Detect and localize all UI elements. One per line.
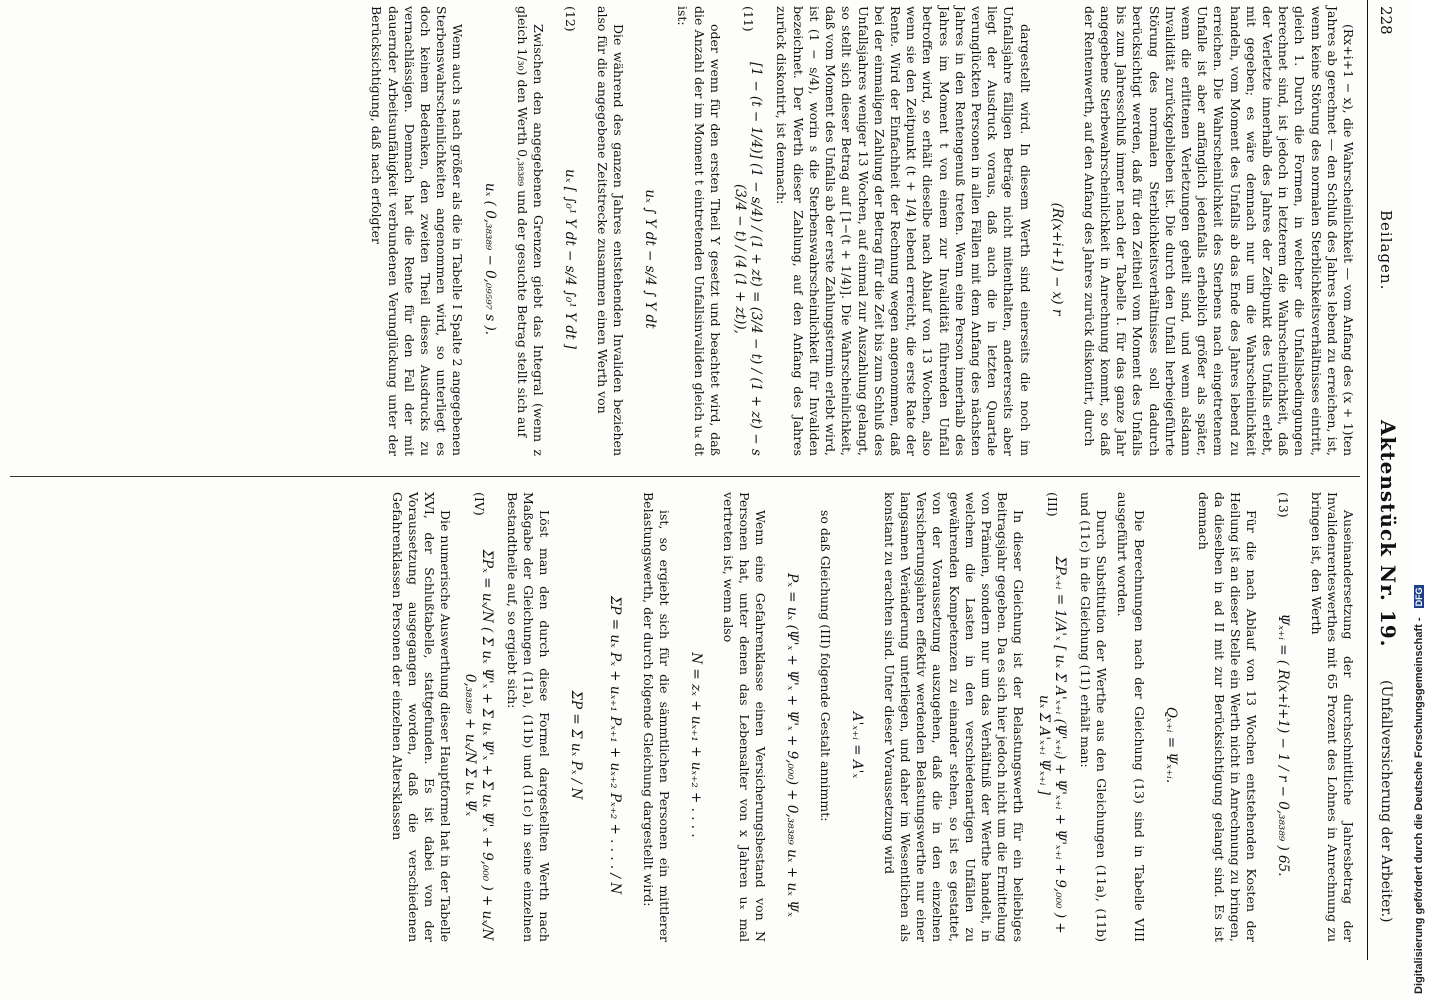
- equation-body: (R(x+i+1) − x) r: [1048, 202, 1065, 316]
- equation: [732, 6, 764, 456]
- equation-label: (11): [741, 6, 757, 32]
- act-number: Aktenstück Nr. 19.: [1376, 420, 1400, 648]
- running-head: Beilagen.: [1377, 210, 1395, 291]
- equation-body: ΣPₓ = uₓ/N ( Σ uₓ Ψ'ₓ + Σ uₓ Ψ'ₓ + Σ uₓ Ψ'ₓ + 9,₀₀₀ ) + uₓ/N 0,₃₈₃₈₉ + uₓ/N Σ uₓ Ψₓ: [462, 549, 495, 941]
- page-header: [1364, 0, 1400, 960]
- equation: [462, 492, 494, 942]
- equation: [1035, 492, 1067, 942]
- right-column: [383, 492, 1356, 942]
- paragraph: Auseinandersetzung der durchschnittliche Jahresbetrag der Invalidenrenteswerthes mit 65 Prozent des Lohnes in Anrechnung zu bringen ist, den Werth: [1308, 492, 1356, 942]
- paragraph: In dieser Gleichung ist der Belastungswerth für ein beliebiges Beitragsjahr gegeben. Da es sich hier jedoch nicht um die Ermittelung von Prämien, sondern nur um das Verhältniß der Werthe handelt, in welchem die Lasten in den verschiedenartigen Unfällen zu gewährenden Kompetenzen zu einander stehen, so ist es gestattet, von der Voraussetzung auszugehen, daß die in den einzelnen Versicherungsjahren effektiv werdenden Belastungswerthe nur einer langsamen Veränderung unterliegen, und daher im Wesentlichen als konstant zu erachten sind. Unter dieser Voraussetzung wird: [881, 492, 1027, 942]
- paragraph: Durch Substitution der Werthe aus den Gleichungen (11a), (11b) und (11c) in die Gleichung (11) erhält man:: [1077, 492, 1110, 942]
- footer-text: Digitalisierung gefördert durch die Deutsche Forschungsgemeinschaft -: [1413, 617, 1425, 994]
- paragraph: oder wenn für den ersten Theil Y gesetzt und beachtet wird, daß die Anzahl der im Moment t eintretenden Unfallsinvaliden gleich uₓ dt ist:: [675, 6, 723, 456]
- paragraph: ist, so ergiebt sich für die sämmtlichen Personen ein mittlerer Belastungswerth, der durch folgende Gleichung dargestellt wird:: [640, 492, 672, 942]
- paragraph: Für die nach Ablauf von 13 Wochen entstehenden Kosten der Heilung ist an dieser Stelle ein Werth nicht in Anrechnung zu bringen, da dieselben in ad II mit zur Berücksichtigung gelangt sind. Es ist demnach: [1195, 492, 1260, 942]
- equation: [555, 6, 585, 456]
- equation: [600, 492, 630, 942]
- equation-body: ΣPₓ₊ᵢ = 1/A'ₓ [ uₓ Σ A'ₓ₊ᵢ (Ψ'ₓ₊ᵢ) + Ψ'ₓ₊ᵢ + Ψ'ₓ₊ᵢ + 9,₀₀₀ ) + uₓ Σ A'ₓ₊ᵢ Ψₓ₊ᵢ ]: [1035, 556, 1068, 934]
- paragraph: Die während des ganzen Jahres entstehenden Invaliden beziehen also für die angegebene Zeitstrecke zusammen einen Werth von: [595, 6, 627, 456]
- equation-label: (IV): [471, 492, 487, 516]
- equation-label: (III): [1044, 492, 1060, 517]
- equation: [681, 492, 711, 942]
- digitization-footer: [1410, 0, 1432, 1000]
- dfg-logo: DFG: [1414, 587, 1424, 607]
- equation-label: (13): [1276, 492, 1292, 518]
- equation-body: ΣP = Σ uₓ Pₓ / N: [568, 690, 585, 800]
- equation: [1156, 492, 1186, 942]
- side-note: (Unfallversicherung der Arbeiter.): [1378, 680, 1394, 923]
- paragraph: Zwischen den angegebenen Grenzen giebt das Integral (wenn z gleich 1/₃₀) den Werth 0,₃₈₃₈₉ und der gesuchte Betrag stellt sich auf: [514, 6, 546, 456]
- equation-label: (12): [562, 6, 578, 32]
- equation: [1042, 6, 1072, 456]
- equation-body: Qₓ₊ᵢ = Ψₓ₊ᵢ.: [1162, 706, 1179, 784]
- equation-body: A'ₓ₊ᵢ = A'ₓ: [848, 711, 865, 779]
- paragraph: (Rx+i+1 − x), die Wahrscheinlichkeit — vom Anfang des (x + 1)ten Jahres ab gerechnet — den Schluß des Jahres lebend zu erreichen, ist, wenn keine Störung des normalen Sterblichkeitsverhältnisses eintritt, gleich 1. Durch die Formen, in welcher die Unfallsbedingungen berechnet sind, ist jedoch in letzterem die Wahrscheinlichkeit, daß der Verletzte innerhalb des Jahres der Zeitpunkt des Unfalls erlebt, mit gegeben; es wäre demnach nur um die Wahrscheinlichkeit handeln, vom Moment des Unfalls ab das Ende des Jahres lebend zu erreichen. Die Wahrscheinlichkeit des Sterbens nach eingetretenem Unfalle ist aber anfänglich jedenfalls erheblich größer als später, wenn die erlittenen Verletzungen geheilt sind, und wenn alsdann Invalidität zurückgeblieben ist. Die durch den Unfall herbeigeführte Störung des normalen Sterblichkeitsverhältnisses soll dadurch berücksichtigt werden, daß für den Zeitheil vom Moment des Unfalls bis zum Jahresschluß immer nach der Tabelle I. für das ganze Jahr angegebene Sterbewahrscheinlichkeit in Anrechnung kommt, so daß der Rentenwerth, auf den Anfang des Jahres zurück diskontirt, durch: [1081, 6, 1356, 456]
- equation: [635, 6, 665, 456]
- equation-body: uₓ ∫ Y dt − s/4 ∫ Y dt: [642, 189, 659, 329]
- equation-body: uₓ ( 0,₃₈₃₈₉ − 0,₀₉₅₉₇ s ).: [481, 182, 498, 336]
- header-rule: [1367, 0, 1368, 960]
- paragraph: dargestellt wird. In diesem Werth sind einerseits die noch im Unfallsjahre fälligen Beträge nicht mitenthalten, andererseits aber liegt der Ausdruck voraus, daß auch die in letzten Quartale verunglückten Personen in allen Fällen mit dem Anfang des nächsten Jahres in den Rentengenuß treten. Wenn eine Person innerhalb des Jahres im Moment t von einem zur Invalidität führenden Unfall betroffen wird, so erhält dieselbe nach Ablauf von 13 Wochen, also wenn sie den Zeitpunkt (t + 1/4) lebend erreicht, die erste Rate der Rente. Wird der Einfachheit der Rechnung wegen angenommen, daß bei der einmaligen Zahlung der Betrag für die Zeit bis zum Schluß des Unfallsjahres weniger 13 Wochen, auf einmal zur Auszahlung gelangt, so stellt sich dieser Betrag auf [1−(t + 1/4)]. Die Wahrscheinlichkeit, daß vom Moment des Unfalls ab der erste Zahlungstermin erlebt wird, ist (1 − s/4), worin s die Sterbenswahrscheinlichkeit für Invaliden bezeichnet. Der Werth dieser Zahlung, auf den Anfang des Jahres zurück diskontirt, ist demnach:: [774, 6, 1033, 456]
- equation: [842, 492, 872, 942]
- paragraph: Löst man den durch diese Formel dargestellten Werth nach Maßgabe der Gleichungen (11a), (11b) und (11c) in seine einzelnen Bestandtheile auf, so ergiebt sich:: [504, 492, 553, 942]
- equation-body: Ψₓ₊ᵢ = ( R(x+i+1) − 1 / r − 0,₃₈₃₈₉ ) 65.: [1275, 613, 1292, 877]
- paragraph: Wenn auch s nach größer als die in Tabelle I Spalte 2 angegebenen Sterbenswahrscheinlichkeiten angenommen wird, so unterliegt es doch keinem Bedenken, den zweiten Theil dieses Ausdrucks zu vernachlässigen. Demnach hat die Rente für den Fall der mit dauernder Arbeitsunfähigkeit verbundenen Verunglückung unter der Berücksichtigung, daß nach erfolgter: [369, 6, 466, 456]
- page-number: 228: [1377, 6, 1395, 35]
- equation-body: uₓ [ ∫₀¹ Y dt − s/4 ∫₀¹ Y dt ]: [561, 169, 578, 349]
- paragraph: so daß Gleichung (III) folgende Gestalt annimmt:: [817, 510, 833, 822]
- equation-body: ΣP = uₓ Pₓ + uₓ₊₁ Pₓ₊₁ + uₓ₊₂ Pₓ₊₂ + . . . . / N: [607, 595, 624, 895]
- equation: [777, 492, 807, 942]
- equation: [1268, 492, 1298, 942]
- equation: [561, 492, 591, 942]
- left-column: [363, 6, 1356, 456]
- equation: [474, 6, 504, 456]
- paragraph: Die numerische Auswerthung dieser Hauptformel hat in der Tabelle XVI, der Schlußtabelle, stattgefunden. Es ist dabei von der Voraussetzung ausgegangen worden, daß die verschiedenen Gefahrenklassen Personen der einzelnen Altersklassen: [389, 492, 454, 942]
- column-divider: [10, 476, 1360, 477]
- paragraph: Die Berechnungen nach der Gleichung (13) sind in Tabelle VIII ausgeführt worden.: [1115, 492, 1147, 942]
- equation-body: [1 − (t − 1/4)] (1 − s/4) / (1 + zt) = (3/4 − t) / (1 + zt) − s (3/4 − t) / (4 (1 + zt)),: [732, 62, 765, 456]
- paragraph: Wenn eine Gefahrenklasse einen Versicherungsbestand von N Personen hat, unter denen das Lebensalter von x Jahren uₓ mal vertreten ist, wenn also: [720, 492, 769, 942]
- equation-body: N = zₓ + uₓ₊₁ + uₓ₊₂ + . . . .: [687, 652, 704, 838]
- equation-body: Pₓ = uₓ (Ψ'ₓ + Ψ'ₓ + Ψ'ₓ + 9,₀₀₀) + 0,₃₈₃₈₉ uₓ + uₓ Ψₓ: [784, 573, 801, 917]
